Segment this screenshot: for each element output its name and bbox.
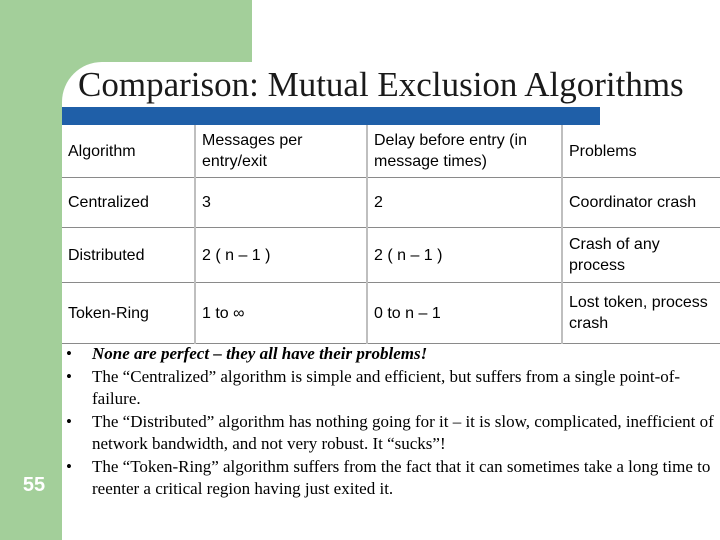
bullet-icon: • — [66, 366, 72, 386]
table-cell: Crash of any process — [562, 228, 720, 283]
table-cell: Lost token, process crash — [562, 283, 720, 344]
comparison-table — [62, 125, 720, 344]
table-cell: 2 ( n – 1 ) — [195, 228, 367, 283]
bullet-icon: • — [66, 344, 72, 363]
list-item — [66, 456, 718, 501]
note-text: The “Distributed” algorithm has nothing going for it – it is slow, complicated, inefficient of network bandwidth, and not very robust. It “sucks”! — [92, 411, 714, 453]
table-row — [62, 228, 720, 283]
table-cell: Token-Ring — [62, 283, 195, 344]
table-cell: Coordinator crash — [562, 178, 720, 228]
table-cell: 0 to n – 1 — [367, 283, 562, 344]
left-accent-band — [0, 0, 62, 540]
note-text: The “Centralized” algorithm is simple and efficient, but suffers from a single point-of-failure. — [92, 366, 681, 408]
header-cell-algorithm: Algorithm — [62, 125, 195, 178]
table-cell: Distributed — [62, 228, 195, 283]
bullet-icon: • — [66, 456, 72, 476]
table-cell: 3 — [195, 178, 367, 228]
table-cell: 1 to ∞ — [195, 283, 367, 344]
table-header-row — [62, 125, 720, 178]
notes-list — [66, 343, 718, 501]
slide-title: Comparison: Mutual Exclusion Algorithms — [78, 65, 684, 104]
bullet-icon: • — [66, 411, 72, 431]
header-cell-messages: Messages per entry/exit — [195, 125, 367, 178]
table-cell: 2 ( n – 1 ) — [367, 228, 562, 283]
slide-number: 55 — [22, 474, 46, 496]
note-text: The “Token-Ring” algorithm suffers from the fact that it can sometimes take a long time to reenter a critical region having just exited it. — [92, 456, 711, 498]
header-cell-problems: Problems — [562, 125, 720, 178]
list-item — [66, 343, 718, 366]
table-row — [62, 178, 720, 228]
table-row — [62, 283, 720, 344]
table-cell: 2 — [367, 178, 562, 228]
header-cell-delay: Delay before entry (in message times) — [367, 125, 562, 178]
table-cell: Centralized — [62, 178, 195, 228]
note-text: None are perfect – they all have their problems! — [92, 344, 428, 363]
list-item — [66, 366, 718, 411]
list-item — [66, 411, 718, 456]
title-underline-bar — [62, 107, 600, 125]
